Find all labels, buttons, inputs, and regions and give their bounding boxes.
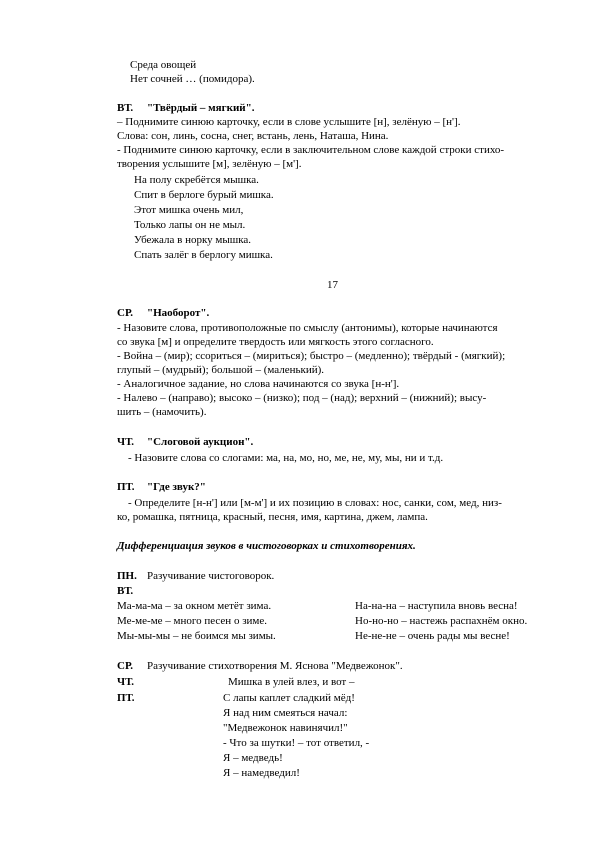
cht1-line-1: - Назовите слова со слогами: ма, на, мо, но, ме, не, му, мы, ни и т.д. bbox=[128, 452, 444, 464]
vt1-poem-1: На полу скребётся мышка. bbox=[134, 174, 259, 186]
section-heading: Дифференциация звуков в чистоговорках и стихотворениях. bbox=[117, 540, 416, 552]
pt2-line-2: Я над ним смеяться начал: bbox=[223, 707, 348, 719]
sr1-line-3: - Война – (мир); ссориться – (мириться); быстро – (медленно); твёрдый - (мягкий); bbox=[117, 350, 506, 362]
pt2-line-3: "Медвежонок навинячил!" bbox=[223, 722, 348, 734]
intro-line-2: Нет сочней … (помидора). bbox=[130, 73, 255, 85]
vt1-poem-4: Только лапы он не мыл. bbox=[134, 219, 246, 231]
pt1-line-1: - Определите [н-н'] или [м-м'] и их позицию в словах: нос, санки, сом, мед, низ- bbox=[128, 497, 502, 509]
vt2-row-1-left: Ма-ма-ма – за окном метёт зима. bbox=[117, 600, 272, 612]
vt2-row-1-right: На-на-на – наступила вновь весна! bbox=[355, 600, 518, 612]
pt2-line-1: С лапы каплет сладкий мёд! bbox=[223, 692, 355, 704]
vt2-row-2-left: Ме-ме-ме – много песен о зиме. bbox=[117, 615, 268, 627]
pt2-code: ПТ. bbox=[117, 692, 135, 704]
cht2-line: Мишка в улей влез, и вот – bbox=[228, 676, 355, 688]
sr1-line-6: - Налево – (направо); высоко – (низко); под – (над); верхний – (нижний); высу- bbox=[117, 392, 487, 404]
vt1-code: ВТ. bbox=[117, 102, 134, 114]
vt1-line-3: - Поднимите синюю карточку, если в заключительном слове каждой строки стихо- bbox=[117, 144, 505, 156]
sr1-title: "Наоборот". bbox=[147, 307, 210, 319]
sr2-code: СР. bbox=[117, 660, 134, 672]
vt2-row-3-left: Мы-мы-мы – не боимся мы зимы. bbox=[117, 630, 276, 642]
pt1-code: ПТ. bbox=[117, 481, 135, 493]
pt1-line-2: ко, ромашка, пятница, красный, песня, имя, картина, джем, лампа. bbox=[117, 511, 428, 523]
vt2-row-3-right: Не-не-не – очень рады мы весне! bbox=[355, 630, 510, 642]
vt1-line-4: творения услышите [м], зелёную – [м']. bbox=[117, 158, 302, 170]
vt1-poem-6: Спать залёг в берлогу мишка. bbox=[134, 249, 273, 261]
vt1-title: "Твёрдый – мягкий". bbox=[147, 102, 255, 114]
cht1-title: "Слоговой аукцион". bbox=[147, 436, 254, 448]
page-number: 17 bbox=[327, 279, 338, 291]
sr1-line-1: - Назовите слова, противоположные по смыслу (антонимы), которые начинаются bbox=[117, 322, 498, 334]
pn-code: ПН. bbox=[117, 570, 137, 582]
cht2-code: ЧТ. bbox=[117, 676, 135, 688]
vt2-row-2-right: Но-но-но – настежь распахнём окно. bbox=[355, 615, 528, 627]
pn-title: Разучивание чистоговорок. bbox=[147, 570, 275, 582]
sr2-title: Разучивание стихотворения М. Яснова "Медвежонок". bbox=[147, 660, 403, 672]
pt2-line-6: Я – намедведил! bbox=[223, 767, 300, 779]
vt1-poem-5: Убежала в норку мышка. bbox=[134, 234, 252, 246]
sr1-code: СР. bbox=[117, 307, 134, 319]
vt2-code: ВТ. bbox=[117, 585, 134, 597]
pt2-line-4: - Что за шутки! – тот ответил, - bbox=[223, 737, 370, 749]
cht1-code: ЧТ. bbox=[117, 436, 135, 448]
intro-line-1: Среда овощей bbox=[130, 59, 197, 71]
vt1-poem-2: Спит в берлоге бурый мишка. bbox=[134, 189, 274, 201]
pt2-line-5: Я – медведь! bbox=[223, 752, 283, 764]
pt1-title: "Где звук?" bbox=[147, 481, 206, 493]
vt1-line-2: Слова: сон, линь, сосна, снег, встань, лень, Наташа, Нина. bbox=[117, 130, 389, 142]
sr1-line-7: шить – (намочить). bbox=[117, 406, 207, 418]
sr1-line-5: - Аналогичное задание, но слова начинаются со звука [н-н']. bbox=[117, 378, 400, 390]
vt1-line-1: – Поднимите синюю карточку, если в слове услышите [н], зелёную – [н']. bbox=[117, 116, 461, 128]
sr1-line-4: глупый – (мудрый); большой – (маленький). bbox=[117, 364, 325, 376]
vt1-poem-3: Этот мишка очень мил, bbox=[134, 204, 244, 216]
sr1-line-2: со звука [м] и определите твердость или мягкость этого согласного. bbox=[117, 336, 434, 348]
